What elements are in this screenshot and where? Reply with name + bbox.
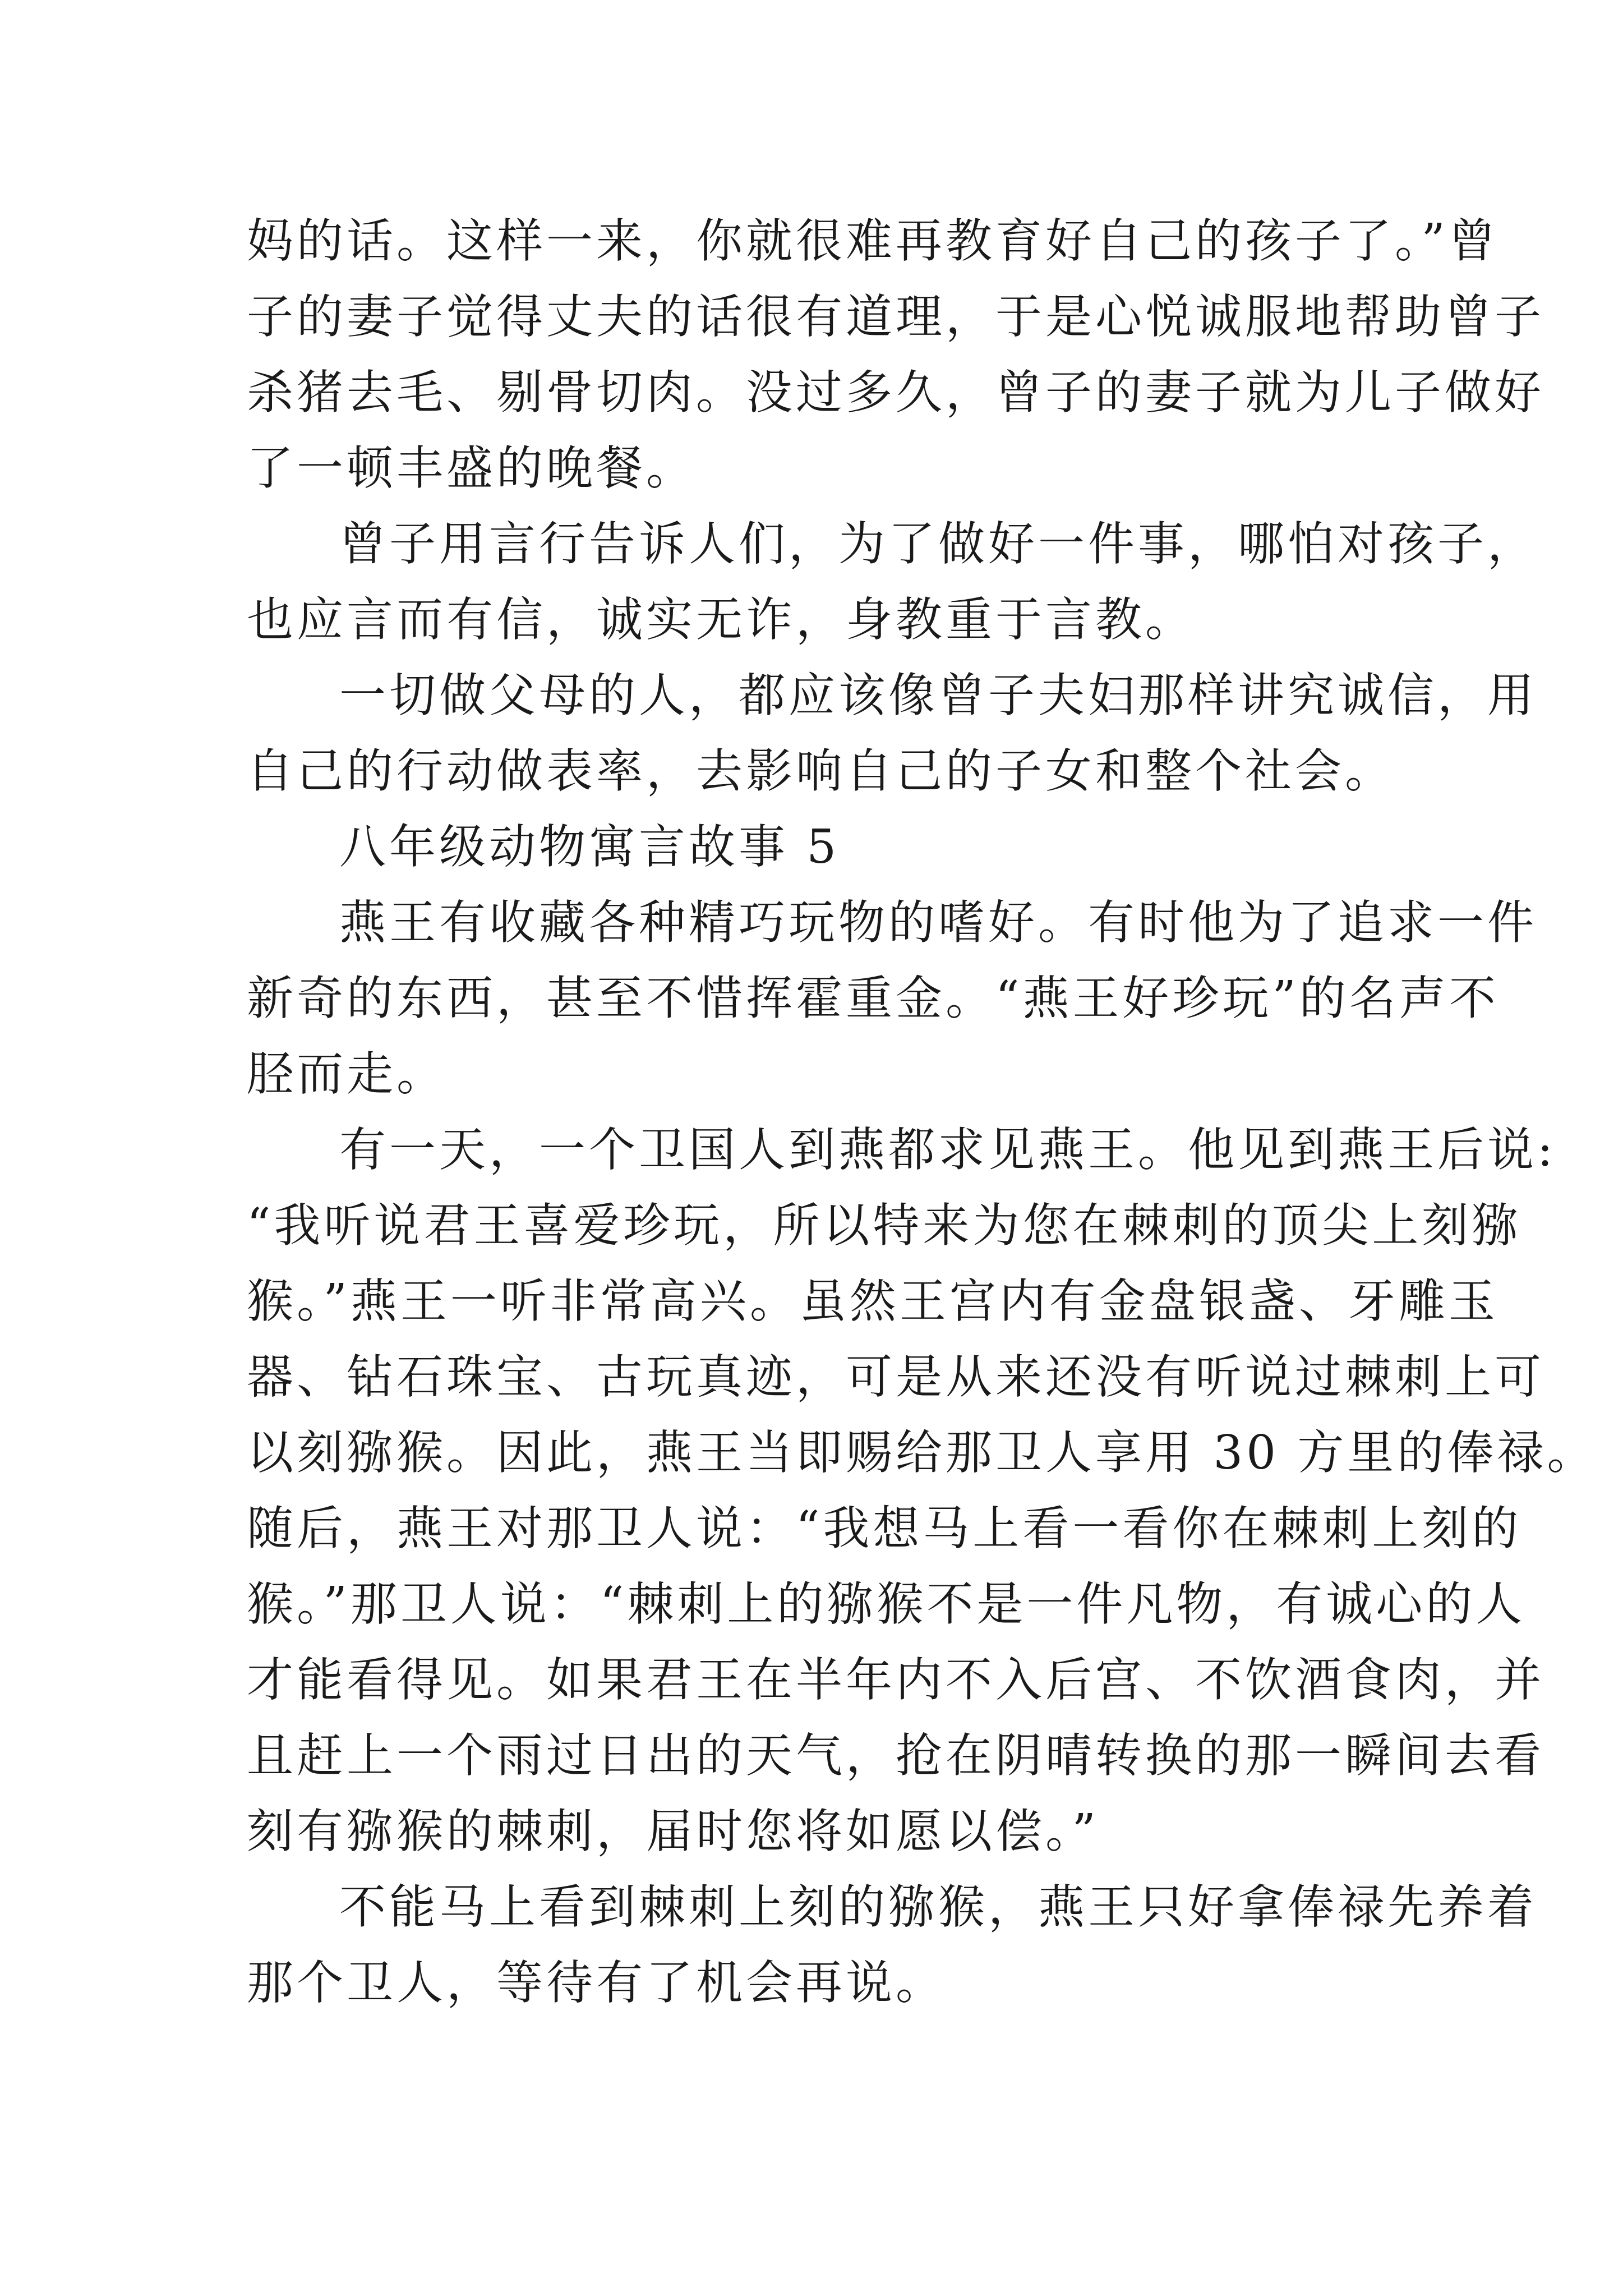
text-line: 燕王有收藏各种精巧玩物的嗜好。有时他为了追求一件	[339, 895, 1537, 950]
text-line: 八年级动物寓言故事 5	[339, 820, 840, 874]
text-line: 那个卫人，等待有了机会再说。	[247, 1955, 946, 2010]
text-line: 妈的话。这样一来，你就很难再教育好自己的孩子了。”曾	[247, 214, 1498, 268]
text-line: 猴。”燕王一听非常高兴。虽然王宫内有金盘银盏、牙雕玉	[247, 1274, 1498, 1328]
text-line: “我听说君王喜爱珍玩，所以特来为您在棘刺的顶尖上刻猕	[247, 1198, 1522, 1253]
text-line: 新奇的东西，甚至不惜挥霍重金。“燕王好珍玩”的名声不	[247, 971, 1499, 1025]
text-line: 才能看得见。如果君王在半年内不入后宫、不饮酒食肉，并	[247, 1653, 1544, 1707]
text-line: 随后，燕王对那卫人说：“我想马上看一看你在棘刺上刻的	[247, 1501, 1522, 1556]
text-line: 了一顿丰盛的晚餐。	[247, 441, 696, 495]
document-body	[247, 203, 1597, 2021]
text-line: 有一天，一个卫国人到燕都求见燕王。他见到燕王后说:	[339, 1122, 1556, 1177]
text-line: 不能马上看到棘刺上刻的猕猴，燕王只好拿俸禄先养着	[339, 1880, 1537, 1934]
text-line: 且赶上一个雨过日出的天气，抢在阴晴转换的那一瞬间去看	[247, 1728, 1544, 1783]
text-line: 猴。”那卫人说：“棘刺上的猕猴不是一件凡物，有诚心的人	[247, 1577, 1526, 1631]
text-line: 胫而走。	[247, 1047, 446, 1101]
text-line: 以刻猕猴。因此，燕王当即赐给那卫人享用 30 方里的俸禄。	[247, 1425, 1597, 1480]
text-line: 刻有猕猴的棘刺，届时您将如愿以偿。”	[247, 1804, 1099, 1858]
text-line: 一切做父母的人，都应该像曾子夫妇那样讲究诚信，用	[339, 668, 1537, 723]
text-line: 子的妻子觉得丈夫的话很有道理，于是心悦诚服地帮助曾子	[247, 289, 1544, 344]
text-line: 器、钻石珠宝、古玩真迹，可是从来还没有听说过棘刺上可	[247, 1350, 1544, 1404]
text-line: 曾子用言行告诉人们，为了做好一件事，哪怕对孩子，	[339, 517, 1537, 571]
text-line: 自己的行动做表率，去影响自己的子女和整个社会。	[247, 744, 1395, 798]
text-line: 也应言而有信，诚实无诈，身教重于言教。	[247, 592, 1195, 647]
text-line: 杀猪去毛、剔骨切肉。没过多久，曾子的妻子就为儿子做好	[247, 365, 1544, 420]
